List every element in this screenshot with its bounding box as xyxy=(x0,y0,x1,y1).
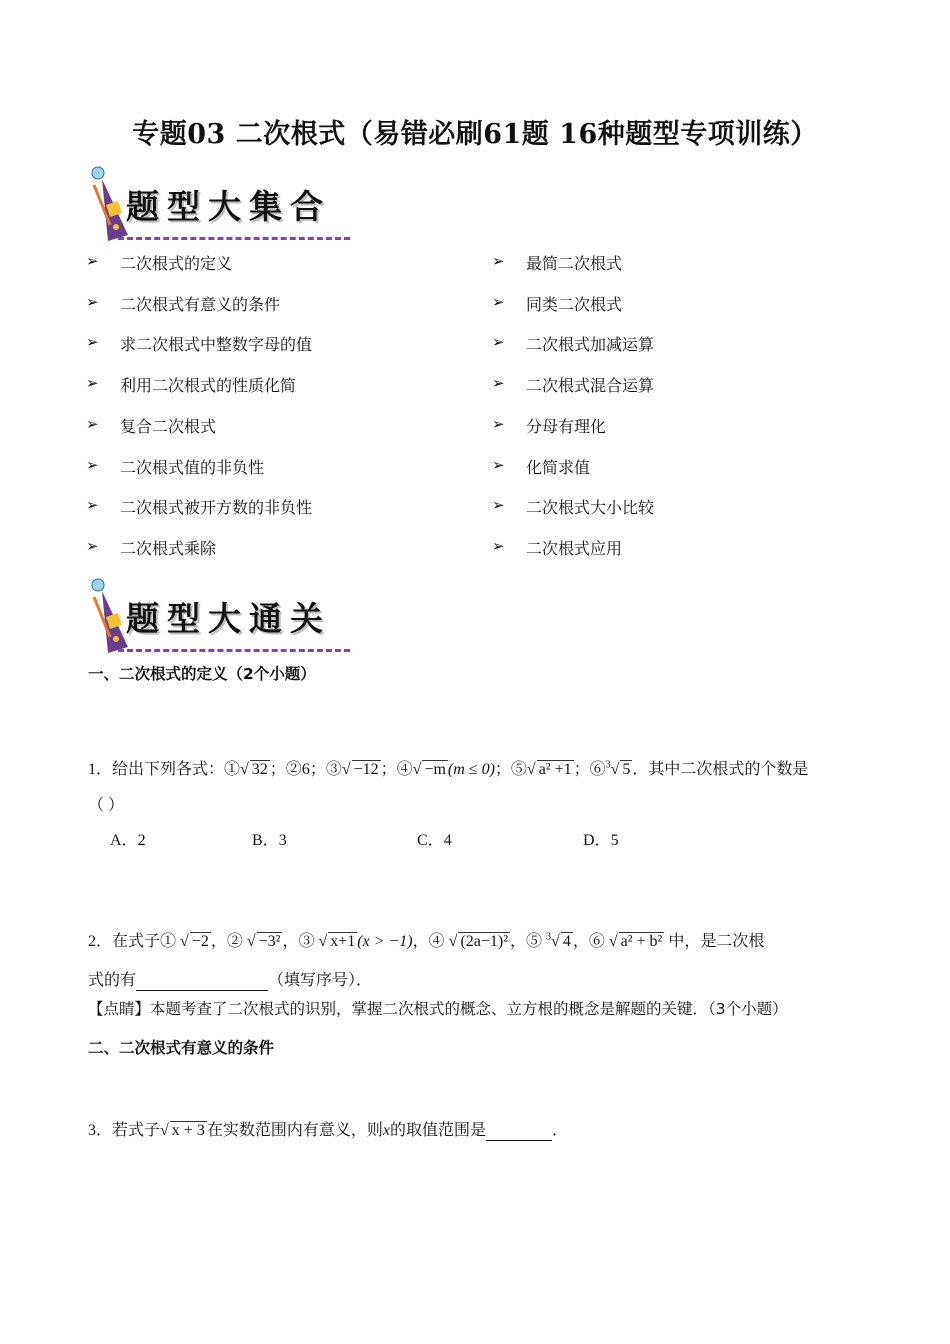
banner-underline xyxy=(118,649,350,652)
topic-item: 二次根式乘除 xyxy=(120,538,217,558)
bullet-arrow-icon: ➢ xyxy=(492,414,505,433)
bullet-arrow-icon: ➢ xyxy=(86,455,99,474)
topic-item: 复合二次根式 xyxy=(120,416,217,436)
bullet-arrow-icon: ➢ xyxy=(86,252,99,270)
radicand: −2 xyxy=(191,933,209,950)
section-heading-1: 一、二次根式的定义（2个小题） xyxy=(88,665,316,683)
topic-item: 二次根式应用 xyxy=(526,538,623,558)
bullet-arrow-icon: ➢ xyxy=(86,292,99,311)
option-a[interactable]: A．2 xyxy=(110,832,146,849)
topic-item: 二次根式值的非负性 xyxy=(120,457,265,477)
answer-blank[interactable] xyxy=(486,1122,552,1141)
bullet-arrow-icon: ➢ xyxy=(492,374,505,393)
radicand: −m xyxy=(424,761,446,778)
bullet-arrow-icon: ➢ xyxy=(86,496,99,515)
question-2: 2．在式子① √ −2 ，② √ −3² ，③ √ x+1 (x > −1)，④ √ (2a−1)² ，⑤ $^3$√ 4 ，⑥ √ a² + b² 中，是二次根 xyxy=(88,931,765,950)
bullet-arrow-icon: ➢ xyxy=(86,333,99,352)
question-2-line2: 式的有 （填写序号）． xyxy=(88,972,373,989)
bullet-arrow-icon: ➢ xyxy=(492,496,505,515)
option-d[interactable]: D．5 xyxy=(583,832,619,849)
topic-item: 分母有理化 xyxy=(526,416,607,436)
topic-item: 二次根式混合运算 xyxy=(526,376,655,396)
radicand: x + 3 xyxy=(171,1122,205,1139)
bullet-arrow-icon: ➢ xyxy=(492,333,505,352)
bullet-arrow-icon: ➢ xyxy=(492,455,505,474)
topic-item: 二次根式有意义的条件 xyxy=(120,294,281,314)
banner-title: 题型大集合 xyxy=(126,187,331,226)
topic-item: 同类二次根式 xyxy=(526,294,623,314)
topic-item: 二次根式大小比较 xyxy=(526,498,655,518)
question-1: 1．给出下列各式：①√ 32 ；②6；③√ −12 ；④√ −m (m ≤ 0)；⑤√ a² +1 ；⑥$^3$√ 5 ．其中二次根式的个数是 xyxy=(88,759,809,778)
radicand: (2a−1)² xyxy=(460,933,509,950)
topic-item: 利用二次根式的性质化简 xyxy=(120,376,297,396)
banner-underline xyxy=(118,237,350,240)
question-1-paren: （ ） xyxy=(88,797,125,814)
radicand: a² + b² xyxy=(620,933,663,950)
option-b[interactable]: B．3 xyxy=(252,832,287,849)
bullet-arrow-icon: ➢ xyxy=(86,536,99,555)
banner-topic-pass xyxy=(88,577,350,657)
banner-title: 题型大通关 xyxy=(126,599,331,638)
question-3: 3．若式子√ x + 3 在实数范围内有意义，则x的取值范围是 ． xyxy=(88,1122,568,1139)
radicand: 5 xyxy=(622,761,631,778)
bullet-arrow-icon: ➢ xyxy=(492,252,505,270)
bullet-arrow-icon: ➢ xyxy=(492,292,505,311)
topic-item: 二次根式被开方数的非负性 xyxy=(120,498,313,518)
radicand: x+1 xyxy=(330,933,356,950)
radicand: 4 xyxy=(562,933,571,950)
section-heading-2: 二、二次根式有意义的条件 xyxy=(88,1039,275,1057)
bullet-arrow-icon: ➢ xyxy=(492,536,505,555)
banner-topic-collection xyxy=(88,165,350,245)
radicand: a² +1 xyxy=(538,761,572,778)
answer-blank[interactable] xyxy=(136,972,268,991)
bullet-arrow-icon: ➢ xyxy=(86,414,99,433)
radicand: −3² xyxy=(258,933,281,950)
option-c[interactable]: C．4 xyxy=(417,832,452,849)
insight-note: 【点睛】本题考查了二次根式的识别，掌握二次根式的概念、立方根的概念是解题的关键．（3个小题） xyxy=(88,1000,788,1018)
topic-item: 化简求值 xyxy=(526,457,591,477)
topic-item: 二次根式加减运算 xyxy=(526,335,655,355)
topic-item: 求二次根式中整数字母的值 xyxy=(120,335,313,355)
radicand: −12 xyxy=(353,761,379,778)
radicand: 32 xyxy=(251,761,268,778)
page-title: 专题03 二次根式（易错必刷61题 16种题型专项训练） xyxy=(132,119,818,150)
topic-item: 最简二次根式 xyxy=(526,254,623,273)
bullet-arrow-icon: ➢ xyxy=(86,374,99,393)
topic-item: 二次根式的定义 xyxy=(120,254,233,273)
